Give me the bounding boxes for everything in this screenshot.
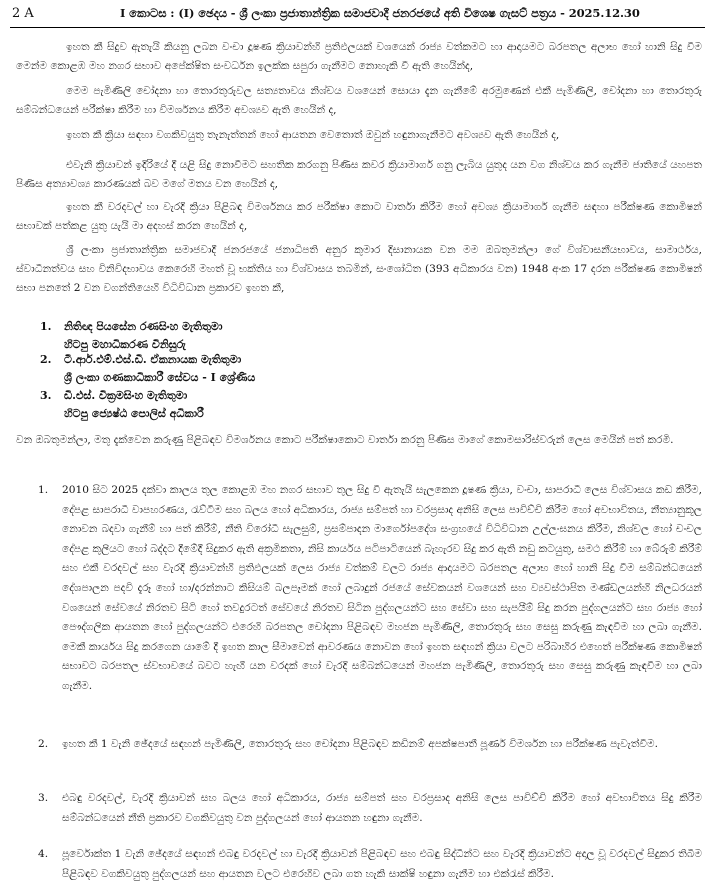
- item-number: 4.: [38, 848, 49, 860]
- paragraph-commission-intent: ඉහත කී වරදවල් හා වැරදි ක්‍රියා පිළිබඳ විමර්ශනය කර පරීක්ෂා කොට වාර්තා කිරීම හෝ අවශ්‍ය ක්‍රියාමාර්ග ගැනීම සඳහා පරීක්ෂණ කොමිෂන් සභාවක් පත්කළ යුතු යැයි මා අදහස් කරන හෙයින් ද,: [16, 201, 702, 232]
- item-number: 1.: [38, 484, 49, 496]
- item-text: 2010 සිට 2025 දක්වා කාලය තුල කොළඹ මහ නගර සභාව තුල සිදු වී ඇතැයි සැලකෙන දූෂණ ක්‍රියා, වංචා, සාපරාධී ලෙස විශ්වාසය කඩ කිරීම, දේපළ සාපරාධී වාපහරණය, රැව්ටීම සහ බලය හෝ අධිකාරය, රාජ්‍ය සම්පත් හා වරප්‍රසාද අනිසි ලෙස පාවිච්චි කිරීම හෝ අවභාවිතය, නීත්‍යානුකූල නොවන බදවා ගැනීම් හා පත් කිරීම්, නීති විරෝධී සැලසුම්, ප්‍රසම්පාදන මාර්ගෝපදේශ සංග්‍රහයේ විධිවිධාන උල්ලංඝනය කිරීම, නිශ්චල හෝ චංචල දේපළ කුලියට හෝ බද්දට දීමේදී සිදුකර ඇති අක්‍රමිකතා, නිසි කාර්යය පටිපාටියෙන් බැහැරව සිදු කර ඇති නඩු කටයුතු, සමථ කිරීම් හා බේරුම් කිරීම් සහ එකී වරදවල් සහ වැරදි ක්‍රියාවන්හි ප්‍රතිඵලයක් ලෙස රාජ්‍ය වත්කම් වලට රාජ්‍ය ආදායමට බරපතල අලාභ හෝ හානි සිදු වීම සම්බන්ධයෙන් දේශපාලන පදවි දැරූ හෝ හා/දරන්නාට කිසියම් බලපෑමක් හෝ ලබාදුන් රජයේ සේවකයන් වශයෙන් සහ ව්‍යවස්ථාපිත මණ්ඩලයන්හි නිලධරයන් වශයෙන් සේවයේ නිරතව සිටි හෝ තවදුරටත් සේවයේ නිරතව සිටින පුද්ගලයන්ට සහ සේවා සහ සැපයීම් සිදු කරන පුද්ගලයන්ට සහ රාජ්‍ය හෝ පෞද්ගලික ආයතන හෝ පුද්ගලයන්ට එරෙහි බරපතල චෝදනා පිළිබඳව මහජන පැමිණිලි, තොරතුරු සහ සෙසු කරුණු කැඳවීම හා ලබා ගැනීම. මෙකී කාර්යය සිදු කරගෙන යාමේ දී ඉහත කාල සීමාවෙන් ආවරණය නොවන හෝ ඉහත සඳහන් ක්‍රියා වලට පරිබාහිර එහෙත් පරීක්ෂණ කොමිෂන් සභාවට බරපතල ස්වභාවයේ බවට හැඟී යන වරදක් හෝ වැරදි සම්බන්ධයෙන් මහජන පැමිණිලි, තොරතුරු සහ සෙසු කරුණු කැඳවීම හා ලබා ගැනීම.: [62, 484, 703, 692]
- commissioner-name: නිතිඥ පියසේන රණසිංහ මැතිතුමා: [64, 320, 223, 333]
- item-text: ඉහත කී 1 වැනි ඡේදයේ සඳහන් පැමිණිලි, තොරතුරු සහ චෝදනා පිළිබඳව කඩිනම් අපක්ෂපාතී පූර්ණ විමර්ශන හා පරීක්ෂණ පැවැත්වීම.: [62, 738, 659, 750]
- paragraph-complaints: මෙම පැමිණිලි චෝදනා හා තොරතුරුවල සත්‍යතාවය නිශ්චය වශයෙන් සොයා දැන ගැනීමේ අරමුණෙන් එකී පැමිණිලි, චෝදනා හා තොරතුරු සම්බන්ධයෙන් පරීක්ෂා කිරීම හා විමර්ශනය කිරීම අවශ්‍යව ඇති හෙයින් ද,: [16, 85, 702, 116]
- commissioner-title: හිටපු මහාධිකරණ විනිසුරු: [64, 338, 186, 351]
- paragraph-identify: ඉහත කී ක්‍රියා සඳහා වගකිවයුතු තැනැත්තන් හෝ ආයතන වෙතොත් ඔවුන් හඳුනාගැනීමට අවශ්‍යව ඇති හෙයින් ද,: [66, 129, 560, 141]
- terms-item-1: [38, 481, 702, 721]
- commissioner-number: 3.: [40, 389, 52, 402]
- commissioner-title: හිටපු ජ්‍යෙෂ්ඨ පොලිස් අධිකාරී: [64, 407, 204, 420]
- commissioner-name: ඩී.එස්. වික්‍රමසිංහ මැතිතුමා: [64, 389, 188, 402]
- commissioner-title: ශ්‍රී ලංකා ගණකාධිකාරී සේවය - I ශ්‍රේණිය: [64, 371, 256, 384]
- commissioner-number: 2.: [40, 353, 52, 366]
- appointment-text: වන ඔබතුමන්ලා, මතු දැක්වෙන කරුණු පිළිබඳව විමර්ශනය කොට පරීක්ෂාකොට වාර්තා කරනු පිණිස මාගේ කොමසාරිස්වරුන් ලෙස මෙයින් පත් කරමි.: [16, 434, 674, 446]
- page-header: [12, 6, 702, 26]
- header-rule: [10, 27, 705, 28]
- paragraph-appointment-authority: ශ්‍රී ලංකා ප්‍රජාතාන්ත්‍රික සමාජවාදී ජනරජයේ ජනාධිපති අනුර කුමාර දිසානායක වන මම ඔබතුමන්ලා ගේ විශ්වාසනීයභාවය, සාමාර්ථය, ස්වාධීනත්වය සහ විනිවිදභාවය කෙරෙහි මහත් වූ භක්තිය හා විශ්වාසය තබමින්, සංශෝධිත (393 අධිකාරය වන) 1948 අංක 17 දරන පරීක්ෂණ කොමිෂන් සභා පනතේ 2 වන වගන්තියෙහි විධිවිධාන ප්‍රකාරව ඉහත කී,: [16, 244, 702, 294]
- item-number: 3.: [38, 792, 49, 804]
- item-text: එබඳු වරදවල්, වැරදි ක්‍රියාවන් සහ බලය හෝ අධිකාරය, රාජ්‍ය සම්පත් සහ වරප්‍රසාද අනිසි ලෙස පාවිච්චි කිරීම හෝ අවභාවිතය සිදු කිරීම සම්බන්ධයෙන් නීති ප්‍රකාරව වගකිවයුතු වන පුද්ගලයන් හෝ ආයතන හඳුනා ගැනීම.: [62, 792, 702, 824]
- gazette-title: I කොටස : (I) ඡෙදය - ශ්‍රී ලංකා ප්‍රජාතාන්ත්‍රික සමාජවාදී ජනරජයේ අති විශෙෂ ගැසට් පත්‍රය - 2025.12.30: [120, 6, 640, 20]
- paragraph-prevention: එවැනි ක්‍රියාවන් ඉදිරියේ දී යළි සිදු නොවීමට සහතික කරගනු පිණිස කවර ක්‍රියාමාර්ග ගනු ලැබිය යුතුද යන වග නිශ්චය කර ගැනීම ජාතියේ යහපත පිණිස අත්‍යාවශ්‍ය කාරණයක් බව මගේ මතය වන හෙයින් ද,: [16, 159, 702, 190]
- commissioner-name: ටී.ආර්.එම්.එස්.ඩී. ඒකනායක මැතිතුමා: [64, 353, 242, 366]
- commissioner-number: 1.: [40, 320, 52, 333]
- item-number: 2.: [38, 738, 49, 750]
- paragraph-loss: ඉහත කී සිදුව ඇතැයි කියනු ලබන වංචා දූෂණ ක්‍රියාවන්හි ප්‍රතිඵලයක් වශයෙන් රාජ්‍ය වත්කමට හා ආදායමට බරපතල අලාභ හෝ හානි සිදු වීම මෙන්ම කොළඹ මහ නගර සභාව අපේක්ෂිත සංවර්ධන ඉලක්ක සපුරා ගැනීමට නොහැකි වී ඇති හෙයින්ද,: [16, 41, 702, 72]
- item-text: පූර්වොක්ත 1 වැනි ඡේදයේ සඳහන් එබඳු වරදවල් හා වැරදි ක්‍රියාවන් පිළිබඳව සහ එබඳු සිද්ධීන්ට සහ වැරදි ක්‍රියාවන්ට අදාල වූ වරදවල් සිදුකර තිබීම පිළිබඳව වගකිවයුතු පුද්ගලයන් සහ ආයතන වලට එරෙහිව ලබා ගත හැකි සාක්ෂි හඳුනා ගැනීම හා එක්රැස් කිරීම.: [62, 848, 702, 880]
- page-number: 2 A: [12, 6, 34, 21]
